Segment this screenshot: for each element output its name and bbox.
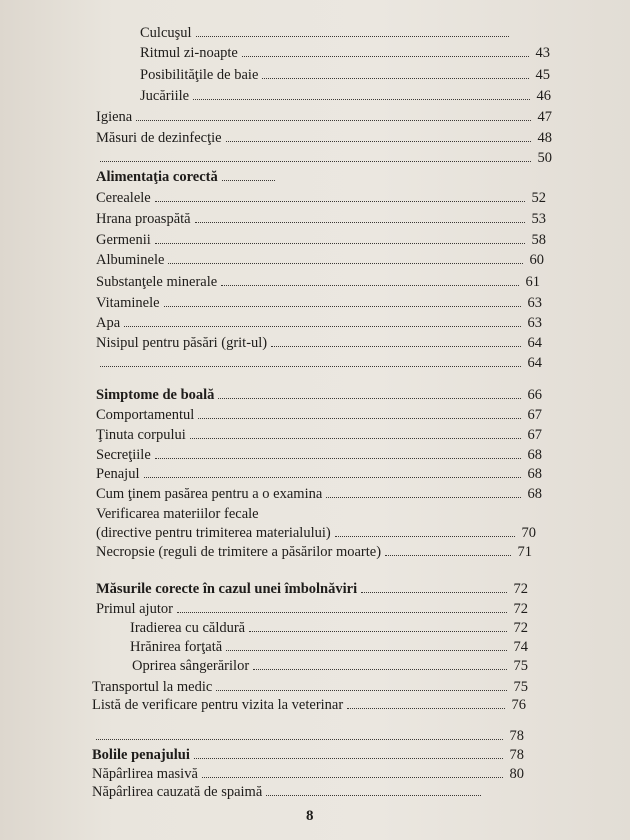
toc-label: Primul ajutor — [96, 601, 173, 617]
toc-label: Posibilităţile de baie — [140, 67, 259, 83]
dot-leader — [361, 592, 507, 593]
toc-entry — [96, 249, 544, 269]
dot-leader — [193, 99, 530, 100]
toc-page-number: 68 — [527, 466, 542, 482]
toc-page-number: 74 — [513, 639, 528, 655]
toc-label: Năpârlirea cauzată de spaimă — [92, 784, 263, 800]
toc-entry — [92, 676, 528, 696]
toc-label: Secreţiile — [96, 447, 151, 463]
toc-entry — [130, 636, 528, 656]
toc-label: Substanţele minerale — [96, 274, 218, 290]
toc-page-number: 72 — [513, 601, 528, 617]
toc-page-number: 46 — [536, 88, 551, 104]
toc-page-number: 72 — [513, 620, 528, 636]
toc-entry — [140, 22, 530, 42]
dot-leader — [253, 669, 507, 670]
toc-section-heading — [96, 166, 296, 186]
toc-page-number: 68 — [527, 486, 542, 502]
dot-leader — [196, 36, 509, 37]
toc-entry — [96, 312, 542, 332]
toc-label: (directive pentru trimiterea materialului) — [96, 525, 331, 541]
toc-entry — [96, 541, 532, 561]
dot-leader — [177, 612, 507, 613]
toc-entry — [96, 187, 546, 207]
toc-label: Culcuşul — [140, 25, 192, 41]
toc-page-number: 71 — [517, 544, 532, 560]
toc-label: Apa — [96, 315, 121, 331]
toc-page-number: 75 — [513, 679, 528, 695]
toc-page-number: 64 — [527, 355, 542, 371]
toc-entry — [96, 352, 542, 372]
dot-leader — [326, 497, 521, 498]
toc-page-number: 66 — [527, 387, 542, 403]
toc-label: Germenii — [96, 232, 151, 248]
page-number: 8 — [306, 808, 314, 824]
toc-entry — [96, 106, 552, 126]
toc-label: Cum ţinem pasărea pentru a o examina — [96, 486, 323, 502]
dot-leader — [100, 366, 521, 367]
toc-label: Hrana proaspătă — [96, 211, 191, 227]
dot-leader — [221, 285, 519, 286]
toc-page-number: 47 — [537, 109, 552, 125]
toc-entry — [96, 598, 528, 618]
dot-leader — [262, 78, 529, 79]
toc-entry — [92, 763, 524, 783]
toc-page-number: 78 — [509, 747, 524, 763]
toc-entry — [92, 725, 524, 745]
toc-label: Ritmul zi-noapte — [140, 45, 238, 61]
toc-page-number: 68 — [527, 447, 542, 463]
dot-leader — [124, 326, 521, 327]
toc-entry — [132, 655, 528, 675]
toc-page-number: 43 — [535, 45, 550, 61]
toc-label: Hrănirea forţată — [130, 639, 223, 655]
dot-leader — [216, 690, 507, 691]
toc-label: Năpârlirea masivă — [92, 766, 198, 782]
toc-entry — [96, 522, 536, 542]
toc-section-heading — [96, 384, 542, 404]
toc-page-number: 53 — [531, 211, 546, 227]
toc-label: Verificarea materiilor fecale — [96, 506, 259, 522]
dot-leader — [198, 418, 521, 419]
toc-label: Comportamentul — [96, 407, 195, 423]
toc-page-number: 52 — [531, 190, 546, 206]
toc-entry — [96, 444, 542, 464]
toc-label: Bolile penajului — [92, 747, 190, 763]
toc-label: Cerealele — [96, 190, 151, 206]
toc-page-number: 61 — [525, 274, 540, 290]
toc-label: Măsurile corecte în cazul unei îmbolnăviri — [96, 581, 358, 597]
dot-leader — [226, 141, 531, 142]
toc-label: Simptome de boală — [96, 387, 215, 403]
dot-leader — [249, 631, 507, 632]
toc-entry — [96, 503, 542, 523]
dot-leader — [168, 263, 523, 264]
dot-leader — [385, 555, 511, 556]
toc-label: Măsuri de dezinfecţie — [96, 130, 222, 146]
toc-section-heading — [92, 744, 524, 764]
dot-leader — [155, 243, 525, 244]
toc-page-number: 78 — [509, 728, 524, 744]
toc-entry — [96, 271, 540, 291]
toc-page-number: 76 — [511, 697, 526, 713]
toc-entry — [92, 781, 502, 801]
toc-page-number: 63 — [527, 315, 542, 331]
toc-label: Jucăriile — [140, 88, 190, 104]
toc-page-number: 45 — [535, 67, 550, 83]
toc-section-heading — [96, 578, 528, 598]
dot-leader — [144, 477, 522, 478]
toc-label: Iradierea cu căldură — [130, 620, 246, 636]
dot-leader — [136, 120, 531, 121]
toc-entry — [96, 292, 542, 312]
dot-leader — [164, 306, 521, 307]
dot-leader — [190, 438, 521, 439]
toc-entry — [92, 694, 526, 714]
toc-label: Nisipul pentru păsări (grit-ul) — [96, 335, 268, 351]
toc-page-number: 58 — [531, 232, 546, 248]
toc-label: Albuminele — [96, 252, 165, 268]
toc-page-number: 70 — [521, 525, 536, 541]
toc-page-number: 80 — [509, 766, 524, 782]
dot-leader — [271, 346, 521, 347]
toc-entry — [96, 463, 542, 483]
toc-label: Penajul — [96, 466, 140, 482]
toc-page-number: 60 — [529, 252, 544, 268]
toc-label: Alimentaţia corectă — [96, 169, 218, 185]
toc-label: Necropsie (reguli de trimitere a păsărilor moarte) — [96, 544, 382, 560]
toc-page-number: 67 — [527, 427, 542, 443]
dot-leader — [266, 795, 481, 796]
toc-entry — [96, 332, 542, 352]
toc-label: Igiena — [96, 109, 133, 125]
toc-page-number: 50 — [537, 150, 552, 166]
dot-leader — [96, 739, 503, 740]
dot-leader — [202, 777, 503, 778]
toc-entry — [96, 208, 546, 228]
dot-leader — [218, 398, 521, 399]
toc-entry — [96, 424, 542, 444]
toc-page-number: 63 — [527, 295, 542, 311]
toc-page-number: 67 — [527, 407, 542, 423]
dot-leader — [242, 56, 529, 57]
dot-leader — [194, 758, 503, 759]
toc-entry — [96, 147, 552, 167]
toc-entry — [140, 85, 551, 105]
toc-label: Listă de verificare pentru vizita la veterinar — [92, 697, 344, 713]
toc-page-number: 48 — [537, 130, 552, 146]
dot-leader — [347, 708, 505, 709]
toc-entry — [130, 617, 528, 637]
dot-leader — [222, 180, 275, 181]
dot-leader — [155, 201, 525, 202]
toc-label: Transportul la medic — [92, 679, 213, 695]
toc-label: Vitaminele — [96, 295, 160, 311]
toc-page-number: 64 — [527, 335, 542, 351]
dot-leader — [226, 650, 507, 651]
toc-entry — [96, 483, 542, 503]
toc-entry — [96, 229, 546, 249]
toc-entry — [140, 42, 550, 62]
dot-leader — [100, 161, 531, 162]
toc-entry — [96, 404, 542, 424]
dot-leader — [195, 222, 525, 223]
toc-label: Ţinuta corpului — [96, 427, 186, 443]
toc-label: Oprirea sângerărilor — [132, 658, 250, 674]
toc-page-number: 75 — [513, 658, 528, 674]
toc-page-number: 72 — [513, 581, 528, 597]
toc-entry — [140, 64, 550, 84]
dot-leader — [335, 536, 515, 537]
dot-leader — [155, 458, 521, 459]
toc-entry — [96, 127, 552, 147]
